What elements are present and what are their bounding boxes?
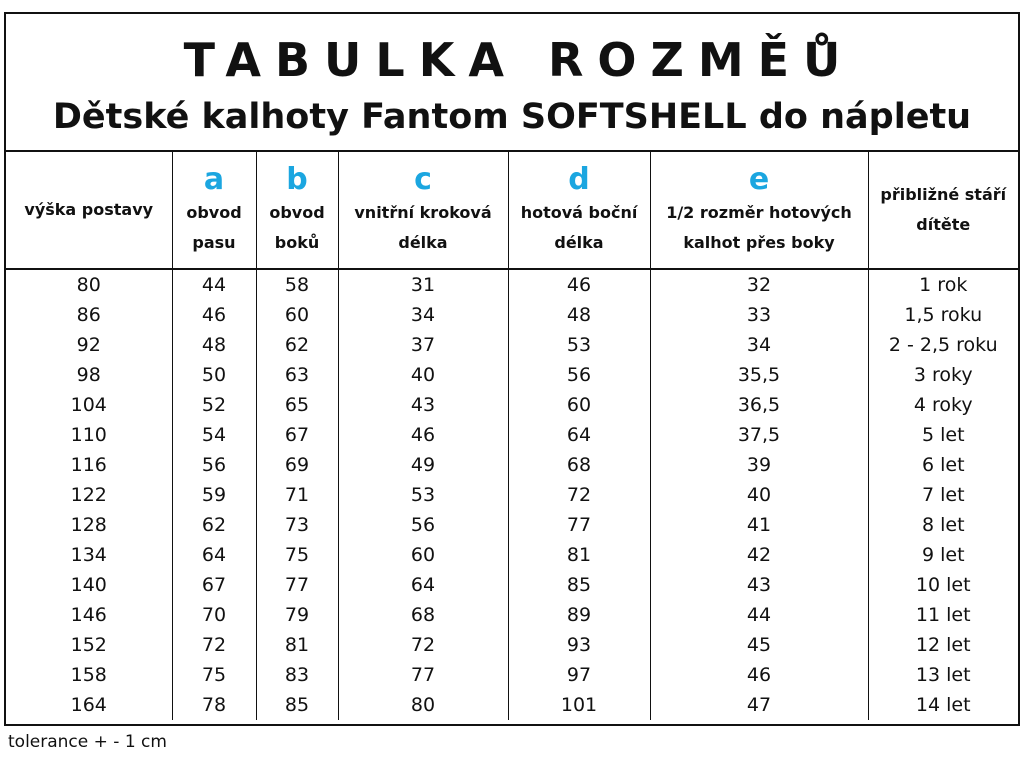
header-row <box>6 152 1018 269</box>
table-cell: 39 <box>650 450 868 480</box>
table-cell: 43 <box>338 390 508 420</box>
table-cell: 32 <box>650 269 868 300</box>
column-letter: c <box>414 162 432 197</box>
table-cell: 93 <box>508 630 650 660</box>
table-cell: 62 <box>172 510 256 540</box>
table-cell: 98 <box>6 360 172 390</box>
column-header-inseam <box>338 152 508 269</box>
table-cell: 146 <box>6 600 172 630</box>
table-cell: 64 <box>338 570 508 600</box>
column-header-half-hips <box>650 152 868 269</box>
table-cell: 35,5 <box>650 360 868 390</box>
table-cell: 68 <box>338 600 508 630</box>
table-cell: 101 <box>508 690 650 720</box>
column-label: hotová boční délka <box>520 203 638 252</box>
table-cell: 80 <box>338 690 508 720</box>
table-cell: 92 <box>6 330 172 360</box>
table-cell: 31 <box>338 269 508 300</box>
table-cell: 81 <box>256 630 338 660</box>
table-cell: 77 <box>338 660 508 690</box>
table-cell: 6 let <box>921 454 965 476</box>
table-cell: 85 <box>256 690 338 720</box>
table-cell: 67 <box>256 420 338 450</box>
table-cell: 110 <box>6 420 172 450</box>
table-cell: 164 <box>6 690 172 720</box>
table-cell: 69 <box>256 450 338 480</box>
table-row <box>6 360 1018 390</box>
table-cell: 52 <box>172 390 256 420</box>
table-cell: 12 let <box>915 634 971 656</box>
table-row <box>6 540 1018 570</box>
table-cell: 46 <box>338 420 508 450</box>
column-header-side-length <box>508 152 650 269</box>
table-cell: 37 <box>338 330 508 360</box>
table-cell: 1 rok <box>919 274 968 296</box>
table-row <box>6 390 1018 420</box>
column-letter: a <box>203 162 225 197</box>
table-cell: 60 <box>508 390 650 420</box>
table-cell: 11 let <box>915 604 971 626</box>
chart-title: TABULKA ROZMĚŮ <box>183 33 855 87</box>
table-cell: 53 <box>508 330 650 360</box>
table-cell: 48 <box>172 330 256 360</box>
table-row <box>6 420 1018 450</box>
column-label: 1/2 rozměr hotových kalhot přes boky <box>666 203 852 252</box>
table-cell: 48 <box>508 300 650 330</box>
table-cell: 70 <box>172 600 256 630</box>
table-row <box>6 269 1018 300</box>
table-cell: 46 <box>172 300 256 330</box>
table-cell: 72 <box>172 630 256 660</box>
table-cell: 37,5 <box>650 420 868 450</box>
table-cell: 56 <box>172 450 256 480</box>
table-cell: 5 let <box>921 424 965 446</box>
column-header-age <box>868 152 1018 269</box>
column-label: obvod boků <box>269 203 325 252</box>
table-cell: 104 <box>6 390 172 420</box>
table-cell: 49 <box>338 450 508 480</box>
table-cell: 54 <box>172 420 256 450</box>
table-cell: 73 <box>256 510 338 540</box>
table-cell: 50 <box>172 360 256 390</box>
table-cell: 72 <box>338 630 508 660</box>
table-cell: 40 <box>650 480 868 510</box>
column-label: výška postavy <box>24 200 154 219</box>
table-cell: 53 <box>338 480 508 510</box>
table-cell: 71 <box>256 480 338 510</box>
table-cell: 41 <box>650 510 868 540</box>
column-label: vnitřní kroková délka <box>354 203 492 252</box>
table-cell: 43 <box>650 570 868 600</box>
column-letter: d <box>568 162 590 197</box>
table-row <box>6 480 1018 510</box>
table-cell: 152 <box>6 630 172 660</box>
table-cell: 56 <box>338 510 508 540</box>
table-cell: 1,5 roku <box>904 304 983 326</box>
table-cell: 64 <box>508 420 650 450</box>
table-cell: 62 <box>256 330 338 360</box>
table-cell: 42 <box>650 540 868 570</box>
table-cell: 58 <box>256 269 338 300</box>
table-cell: 3 roky <box>913 364 973 386</box>
table-cell: 64 <box>172 540 256 570</box>
table-cell: 14 let <box>915 694 971 716</box>
column-letter: e <box>748 162 770 197</box>
table-cell: 128 <box>6 510 172 540</box>
table-cell: 68 <box>508 450 650 480</box>
table-cell: 8 let <box>921 514 965 536</box>
table-cell: 65 <box>256 390 338 420</box>
column-header-hips <box>256 152 338 269</box>
table-cell: 77 <box>508 510 650 540</box>
table-cell: 34 <box>338 300 508 330</box>
column-header-waist <box>172 152 256 269</box>
table-cell: 75 <box>256 540 338 570</box>
table-cell: 97 <box>508 660 650 690</box>
table-cell: 60 <box>256 300 338 330</box>
table-cell: 77 <box>256 570 338 600</box>
table-cell: 81 <box>508 540 650 570</box>
table-row <box>6 660 1018 690</box>
table-cell: 79 <box>256 600 338 630</box>
table-cell: 44 <box>172 269 256 300</box>
table-cell: 83 <box>256 660 338 690</box>
table-row <box>6 690 1018 720</box>
table-cell: 89 <box>508 600 650 630</box>
table-cell: 78 <box>172 690 256 720</box>
size-chart <box>4 12 1020 726</box>
table-cell: 60 <box>338 540 508 570</box>
table-cell: 36,5 <box>650 390 868 420</box>
table-cell: 13 let <box>915 664 971 686</box>
table-cell: 122 <box>6 480 172 510</box>
table-cell: 56 <box>508 360 650 390</box>
table-cell: 33 <box>650 300 868 330</box>
table-cell: 47 <box>650 690 868 720</box>
table-cell: 34 <box>650 330 868 360</box>
table-cell: 46 <box>650 660 868 690</box>
table-cell: 59 <box>172 480 256 510</box>
table-cell: 40 <box>338 360 508 390</box>
table-cell: 158 <box>6 660 172 690</box>
table-cell: 85 <box>508 570 650 600</box>
table-row <box>6 450 1018 480</box>
column-letter: b <box>286 162 308 197</box>
table-cell: 116 <box>6 450 172 480</box>
table-body <box>6 269 1018 720</box>
table-cell: 46 <box>508 269 650 300</box>
column-label: přibližné stáří dítěte <box>880 185 1007 234</box>
table-row <box>6 510 1018 540</box>
table-row <box>6 330 1018 360</box>
chart-subtitle: Dětské kalhoty Fantom SOFTSHELL do nápletu <box>52 97 972 137</box>
table-cell: 4 roky <box>913 394 973 416</box>
table-row <box>6 300 1018 330</box>
table-cell: 140 <box>6 570 172 600</box>
table-cell: 63 <box>256 360 338 390</box>
title-block <box>6 14 1018 152</box>
table-cell: 45 <box>650 630 868 660</box>
table-row <box>6 600 1018 630</box>
size-table <box>6 152 1018 720</box>
table-row <box>6 570 1018 600</box>
table-cell: 72 <box>508 480 650 510</box>
table-row <box>6 630 1018 660</box>
table-cell: 67 <box>172 570 256 600</box>
column-header-height <box>6 152 172 269</box>
table-cell: 80 <box>6 269 172 300</box>
table-cell: 86 <box>6 300 172 330</box>
table-cell: 9 let <box>921 544 965 566</box>
table-cell: 134 <box>6 540 172 570</box>
table-cell: 75 <box>172 660 256 690</box>
table-cell: 2 - 2,5 roku <box>888 334 998 356</box>
table-cell: 44 <box>650 600 868 630</box>
tolerance-note: tolerance + - 1 cm <box>8 732 167 752</box>
table-cell: 7 let <box>921 484 965 506</box>
column-label: obvod pasu <box>186 203 242 252</box>
table-cell: 10 let <box>915 574 971 596</box>
